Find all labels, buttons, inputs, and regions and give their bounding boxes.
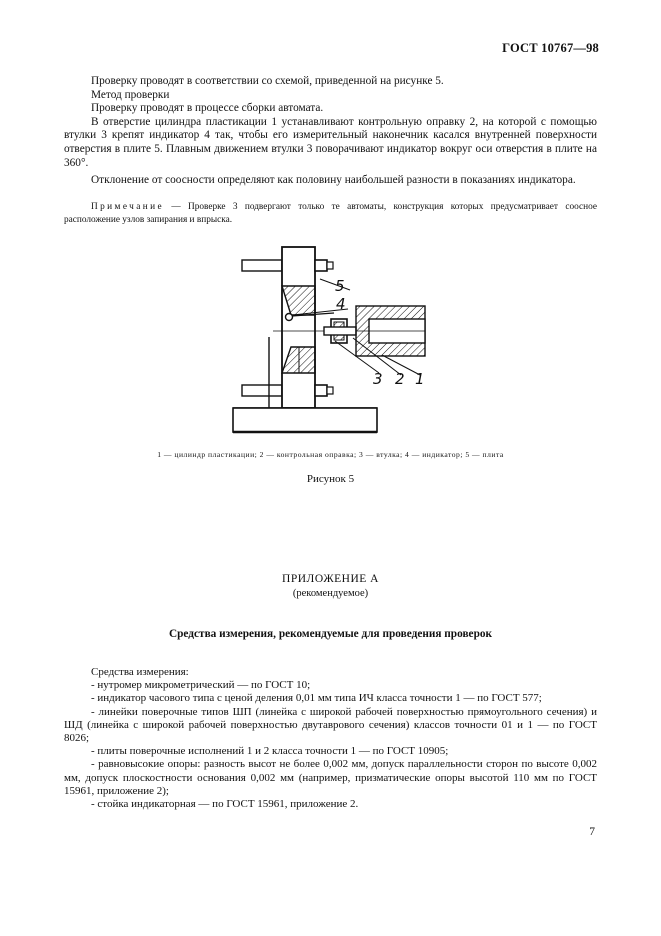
note [64,201,597,228]
plate [282,247,315,408]
paragraph: Метод проверки [91,88,170,101]
label-5: 5 [335,277,345,295]
list-item: - стойка индикаторная — по ГОСТ 15961, приложение 2. [91,798,359,811]
mandrel-2 [324,327,356,335]
appendix-heading: Средства измерения, рекомендуемые для проведения проверок [168,628,493,640]
lower-bolt [315,385,333,396]
paragraph: Проверку проводят в соответствии со схемой, приведенной на рисунке 5. [91,75,444,87]
upper-rod [242,260,282,271]
upper-bolt [315,260,333,271]
appendix-title: ПРИЛОЖЕНИЕ А [282,573,379,585]
note-label: Примечание [91,202,164,212]
figure-legend: 1 — цилиндр пластикации; 2 — контрольная оправка; 3 — втулка; 4 — индикатор; 5 — плита [157,450,504,459]
method-description [64,75,597,188]
page-number: 7 [589,826,595,838]
list-item: - индикатор часового типа с ценой деления 0,01 мм типа ИЧ класса точности 1 — по ГОСТ 577; [91,692,542,705]
list-item: - нутромер микрометрический — по ГОСТ 10; [91,679,311,692]
list-item: - линейки поверочные типов ШП (линейка с широкой рабочей поверхностью прямоугольного сечения) и ШД (линейка с широкой рабочей поверхностью двутаврового сечения) классов точности 01 и 1 — по ГОСТ 8026; [64,705,597,745]
paragraph: Проверку проводят в процессе сборки автомата. [91,102,324,115]
appendix-subtitle: (рекомендуемое) [292,588,369,599]
list-item: Средства измерения: [91,666,189,678]
document-header: ГОСТ 10767—98 [502,41,599,55]
label-4: 4 [336,295,346,313]
paragraph: Отклонение от соосности определяют как половину наибольшей разности в показаниях индикатора. [91,174,576,187]
paragraph: В отверстие цилиндра пластикации 1 устанавливают контрольную оправку 2, на которой с помощью втулки 3 крепят индикатор 4 так, чтобы его измерительный наконечник касался внутренней поверхности отверстия в плите 5. Плавным движением втулки 3 поворачивают индикатор вокруг оси отверстия в плите на 360°. [64,115,597,169]
lower-rod [242,385,282,396]
measuring-instruments-list [64,666,597,811]
list-item: - плиты поверочные исполнений 1 и 2 класса точности 1 — по ГОСТ 10905; [91,745,449,758]
list-item: - равновысокие опоры: разность высот не более 0,002 мм, допуск параллельности сторон по высоте 0,002 мм, допуск плоскостности основания 0,002 мм (например, призматические опоры высотой 110 мм по ГОСТ 15961, приложение 2); [64,758,597,797]
note-text: — Проверке 3 подвергают только те автоматы, конструкция которых предусматривает соосное расположение узлов запирания и впрыска. [64,202,597,226]
figure-caption: Рисунок 5 [306,473,355,485]
label-1: 1 [415,370,425,388]
label-2: 2 [395,370,405,388]
base-plate [225,400,385,440]
label-3: 3 [373,370,383,388]
